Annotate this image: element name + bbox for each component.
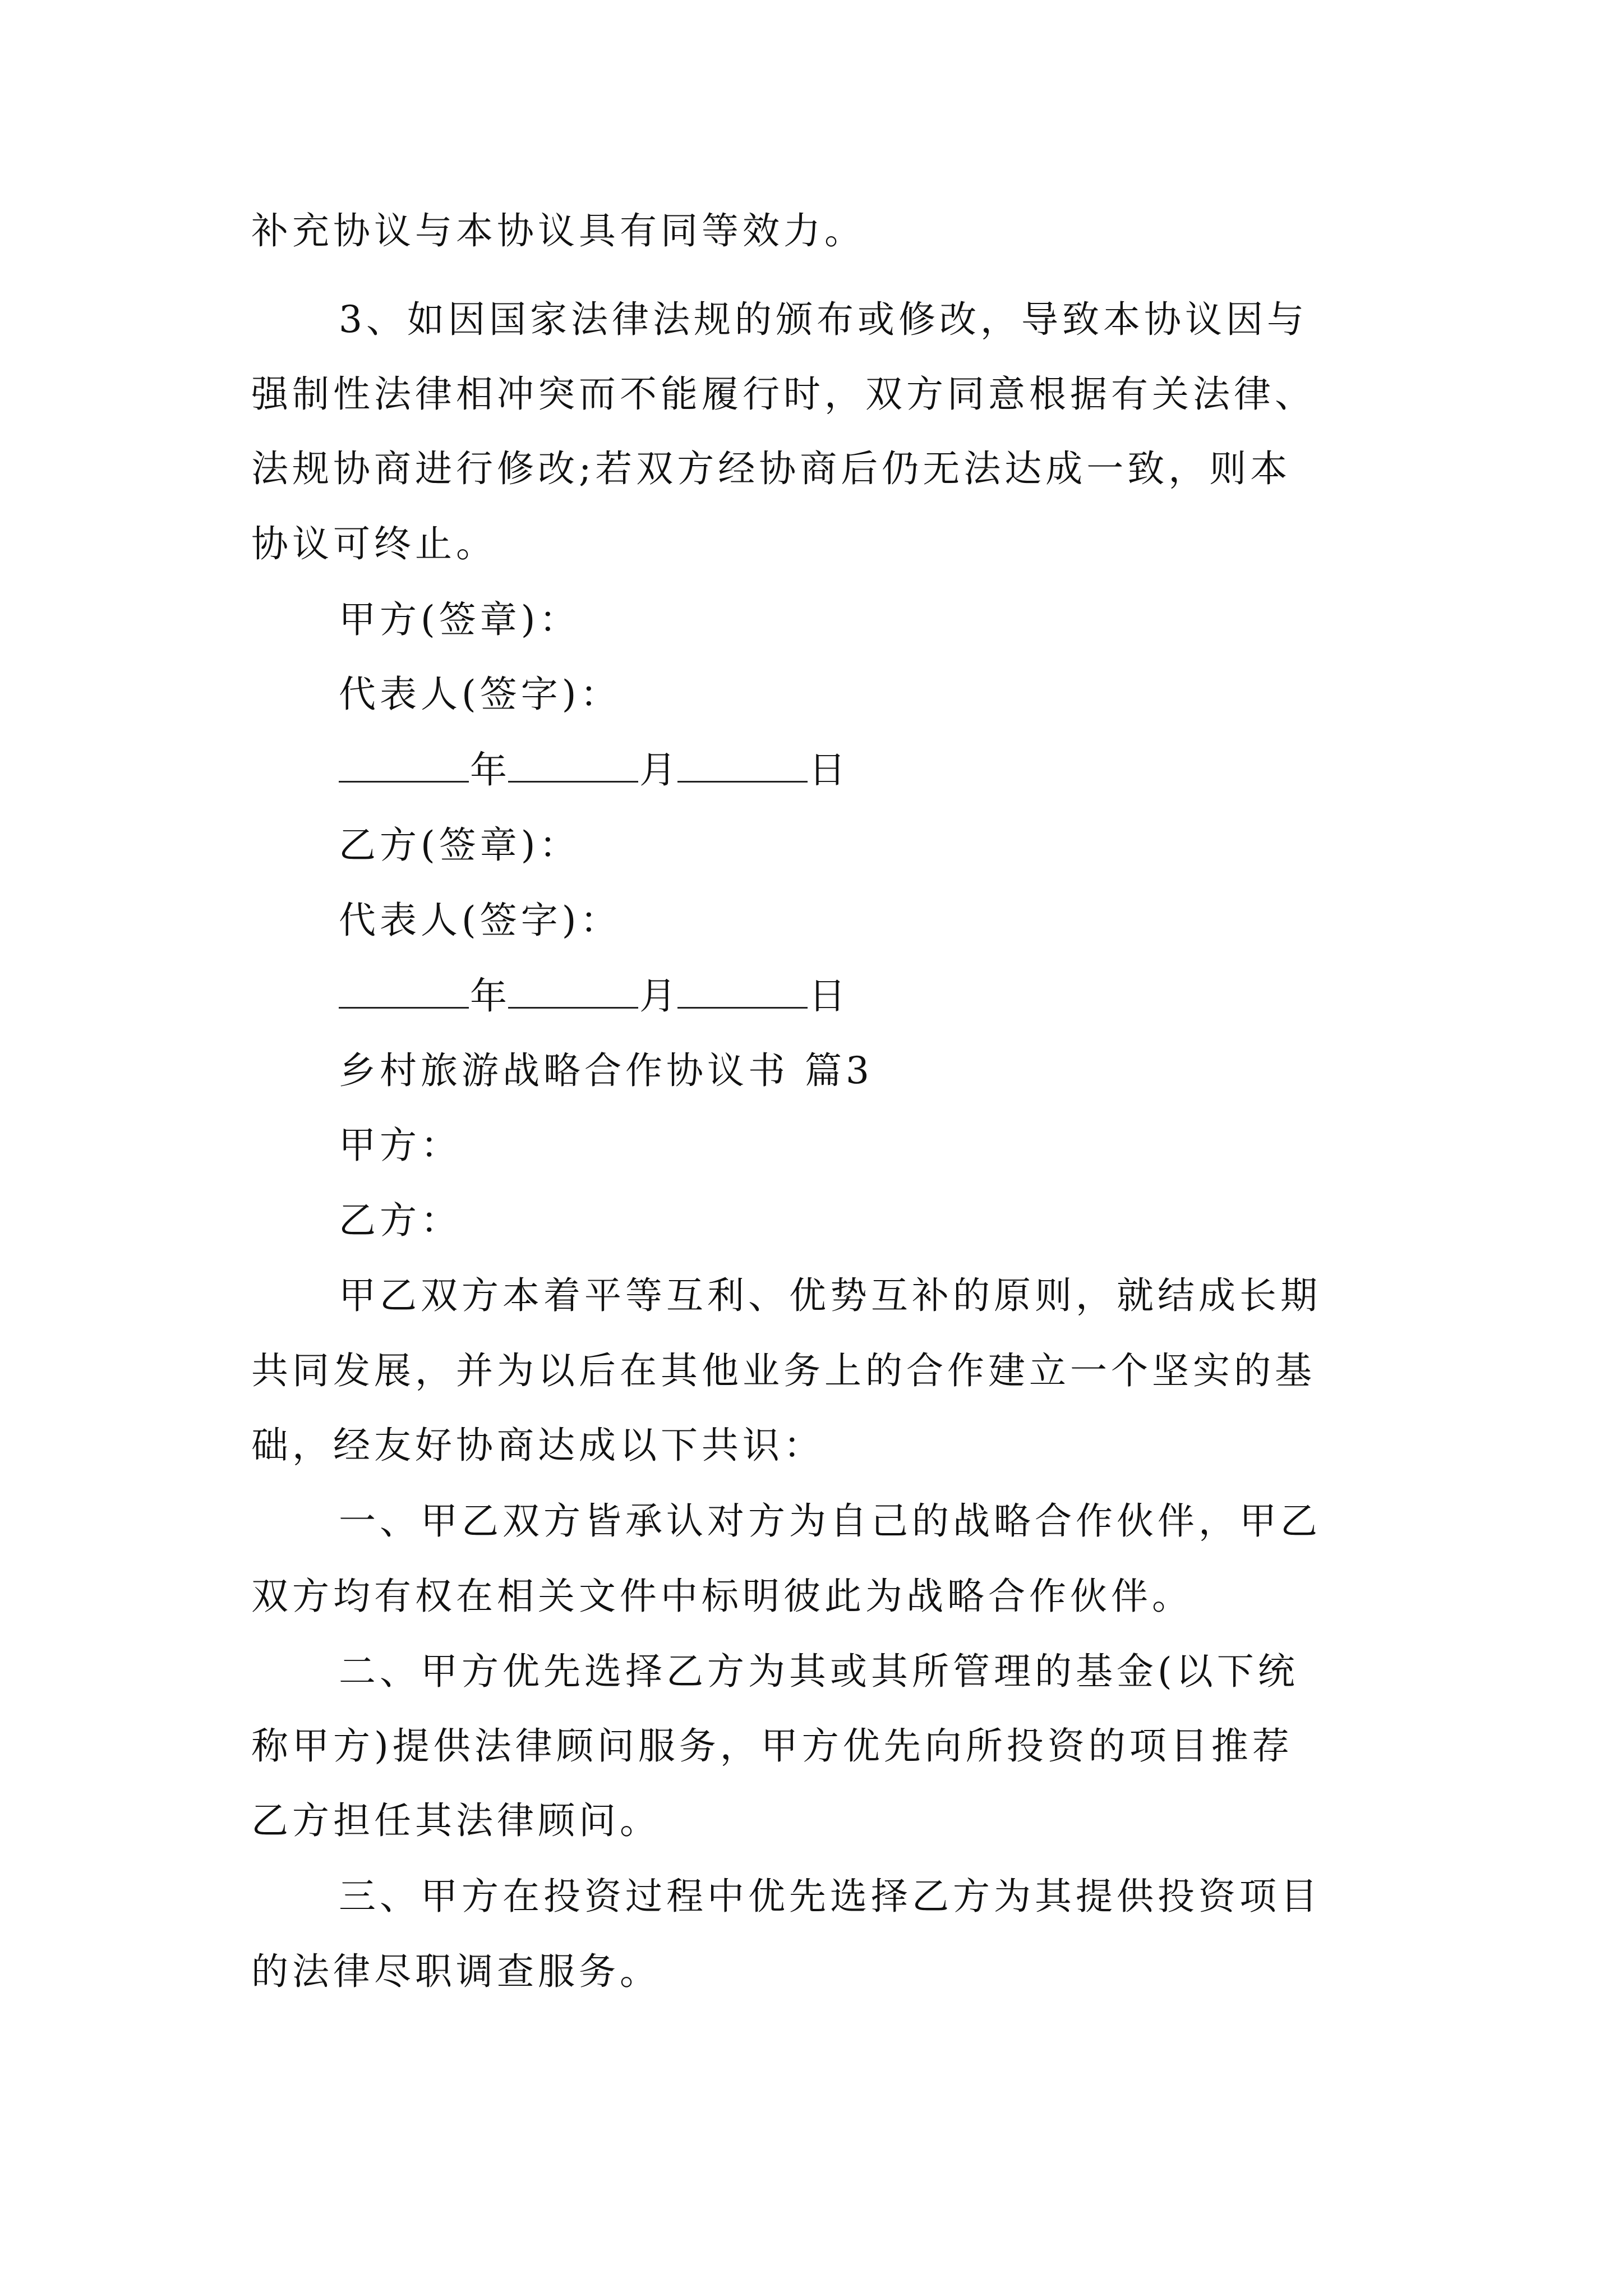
- clause-two-line: 乙方担任其法律顾问。: [251, 1799, 661, 1842]
- party-b-date-line: [339, 974, 847, 1019]
- clause-three-line: 的法律尽职调查服务。: [251, 1950, 661, 1993]
- party-a-date-line: [339, 748, 847, 793]
- day-label: 日: [809, 974, 846, 1018]
- party-b-seal-label: 乙方(签章)：: [339, 823, 580, 867]
- text-line: 法规协商进行修改;若双方经协商后仍无法达成一致，则本: [251, 447, 1292, 490]
- party-b-representative-label: 代表人(签字)：: [339, 899, 621, 942]
- year-label: 年: [470, 748, 507, 792]
- text-line: 协议可终止。: [251, 522, 497, 565]
- clause-three-line: 三、甲方在投资过程中优先选择乙方为其提供投资项目: [339, 1875, 1321, 1918]
- text-line: 3、如因国家法律法规的颁布或修改，导致本协议因与: [339, 298, 1308, 341]
- text-line: 强制性法律相冲突而不能履行时，双方同意根据有关法律、: [251, 372, 1316, 416]
- text-line: 础，经友好协商达成以下共识：: [251, 1424, 824, 1467]
- year-label: 年: [470, 974, 507, 1018]
- party-a-representative-label: 代表人(签字)：: [339, 673, 621, 716]
- section-title: 乡村旅游战略合作协议书 篇3: [339, 1049, 873, 1092]
- clause-two-line: 称甲方)提供法律顾问服务，甲方优先向所投资的项目推荐: [251, 1724, 1293, 1768]
- year-blank: [339, 748, 469, 783]
- text-line: 共同发展，并为以后在其他业务上的合作建立一个坚实的基: [251, 1349, 1316, 1392]
- clause-one-line: 一、甲乙双方皆承认对方为自己的战略合作伙伴，甲乙: [339, 1499, 1321, 1543]
- month-label: 月: [639, 748, 676, 792]
- day-blank: [677, 748, 808, 783]
- month-blank: [508, 974, 638, 1009]
- party-a-label: 甲方：: [339, 1124, 462, 1167]
- clause-one-line: 双方均有权在相关文件中标明彼此为战略合作伙伴。: [251, 1575, 1193, 1618]
- year-blank: [339, 974, 469, 1009]
- party-a-seal-label: 甲方(签章)：: [339, 598, 580, 641]
- text-line: 补充协议与本协议具有同等效力。: [251, 209, 865, 252]
- day-label: 日: [809, 748, 846, 792]
- clause-two-line: 二、甲方优先选择乙方为其或其所管理的基金(以下统: [339, 1650, 1299, 1693]
- text-line: 甲乙双方本着平等互利、优势互补的原则，就结成长期: [339, 1274, 1321, 1317]
- month-label: 月: [639, 974, 676, 1018]
- party-b-label: 乙方：: [339, 1199, 462, 1242]
- month-blank: [508, 748, 638, 783]
- day-blank: [677, 974, 808, 1009]
